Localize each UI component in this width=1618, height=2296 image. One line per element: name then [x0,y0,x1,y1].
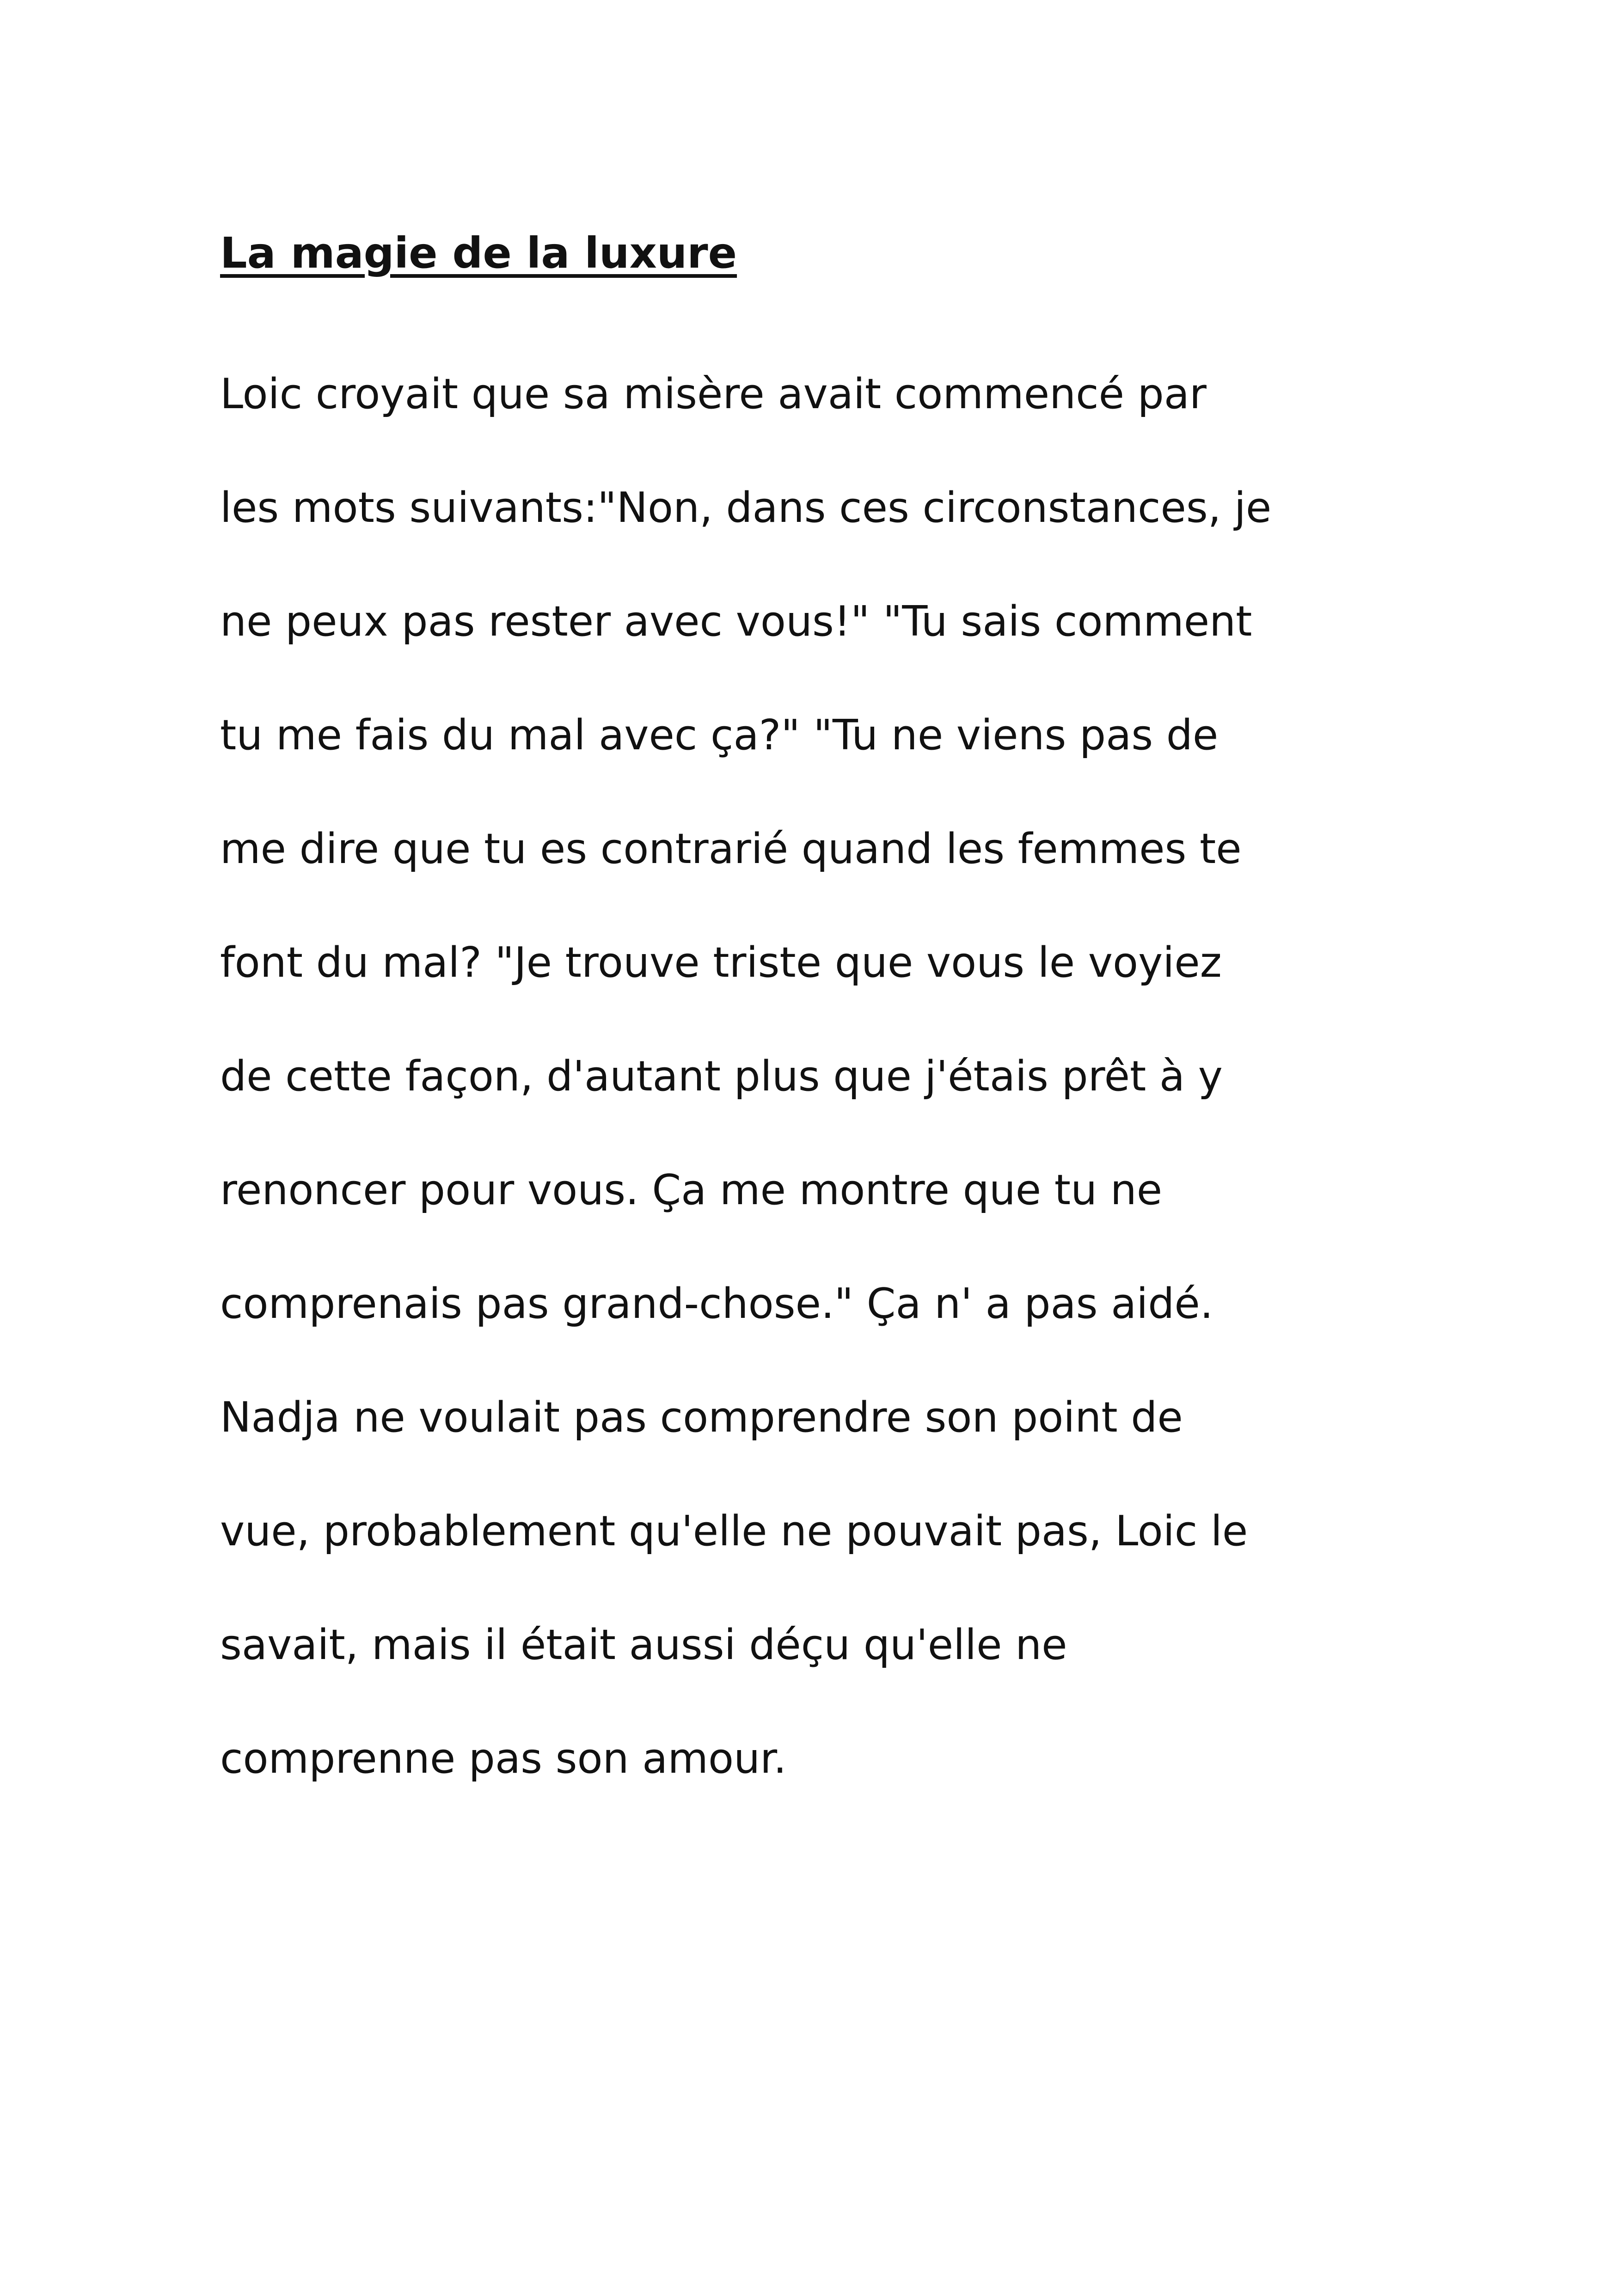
text-line: comprenais pas grand-chose." Ça n' a pas aidé. [220,1280,1214,1328]
text-line: me dire que tu es contrarié quand les femmes te [220,825,1242,873]
document-title: La magie de la luxure [220,228,737,278]
document-body [220,337,1468,1816]
text-line: comprenne pas son amour. [220,1734,787,1783]
text-line: savait, mais il était aussi déçu qu'elle ne [220,1621,1067,1669]
text-line: les mots suivants:"Non, dans ces circonstances, je [220,484,1272,532]
text-line: de cette façon, d'autant plus que j'étais prêt à y [220,1052,1223,1101]
text-line: Loic croyait que sa misère avait commencé par [220,370,1207,418]
text-line: Nadja ne voulait pas comprendre son point de [220,1393,1183,1442]
text-line: renoncer pour vous. Ça me montre que tu ne [220,1166,1163,1214]
text-line: ne peux pas rester avec vous!" "Tu sais comment [220,597,1252,646]
text-line: vue, probablement qu'elle ne pouvait pas, Loic le [220,1507,1248,1555]
text-line: font du mal? "Je trouve triste que vous le voyiez [220,938,1222,987]
text-line: tu me fais du mal avec ça?" "Tu ne viens pas de [220,711,1219,759]
